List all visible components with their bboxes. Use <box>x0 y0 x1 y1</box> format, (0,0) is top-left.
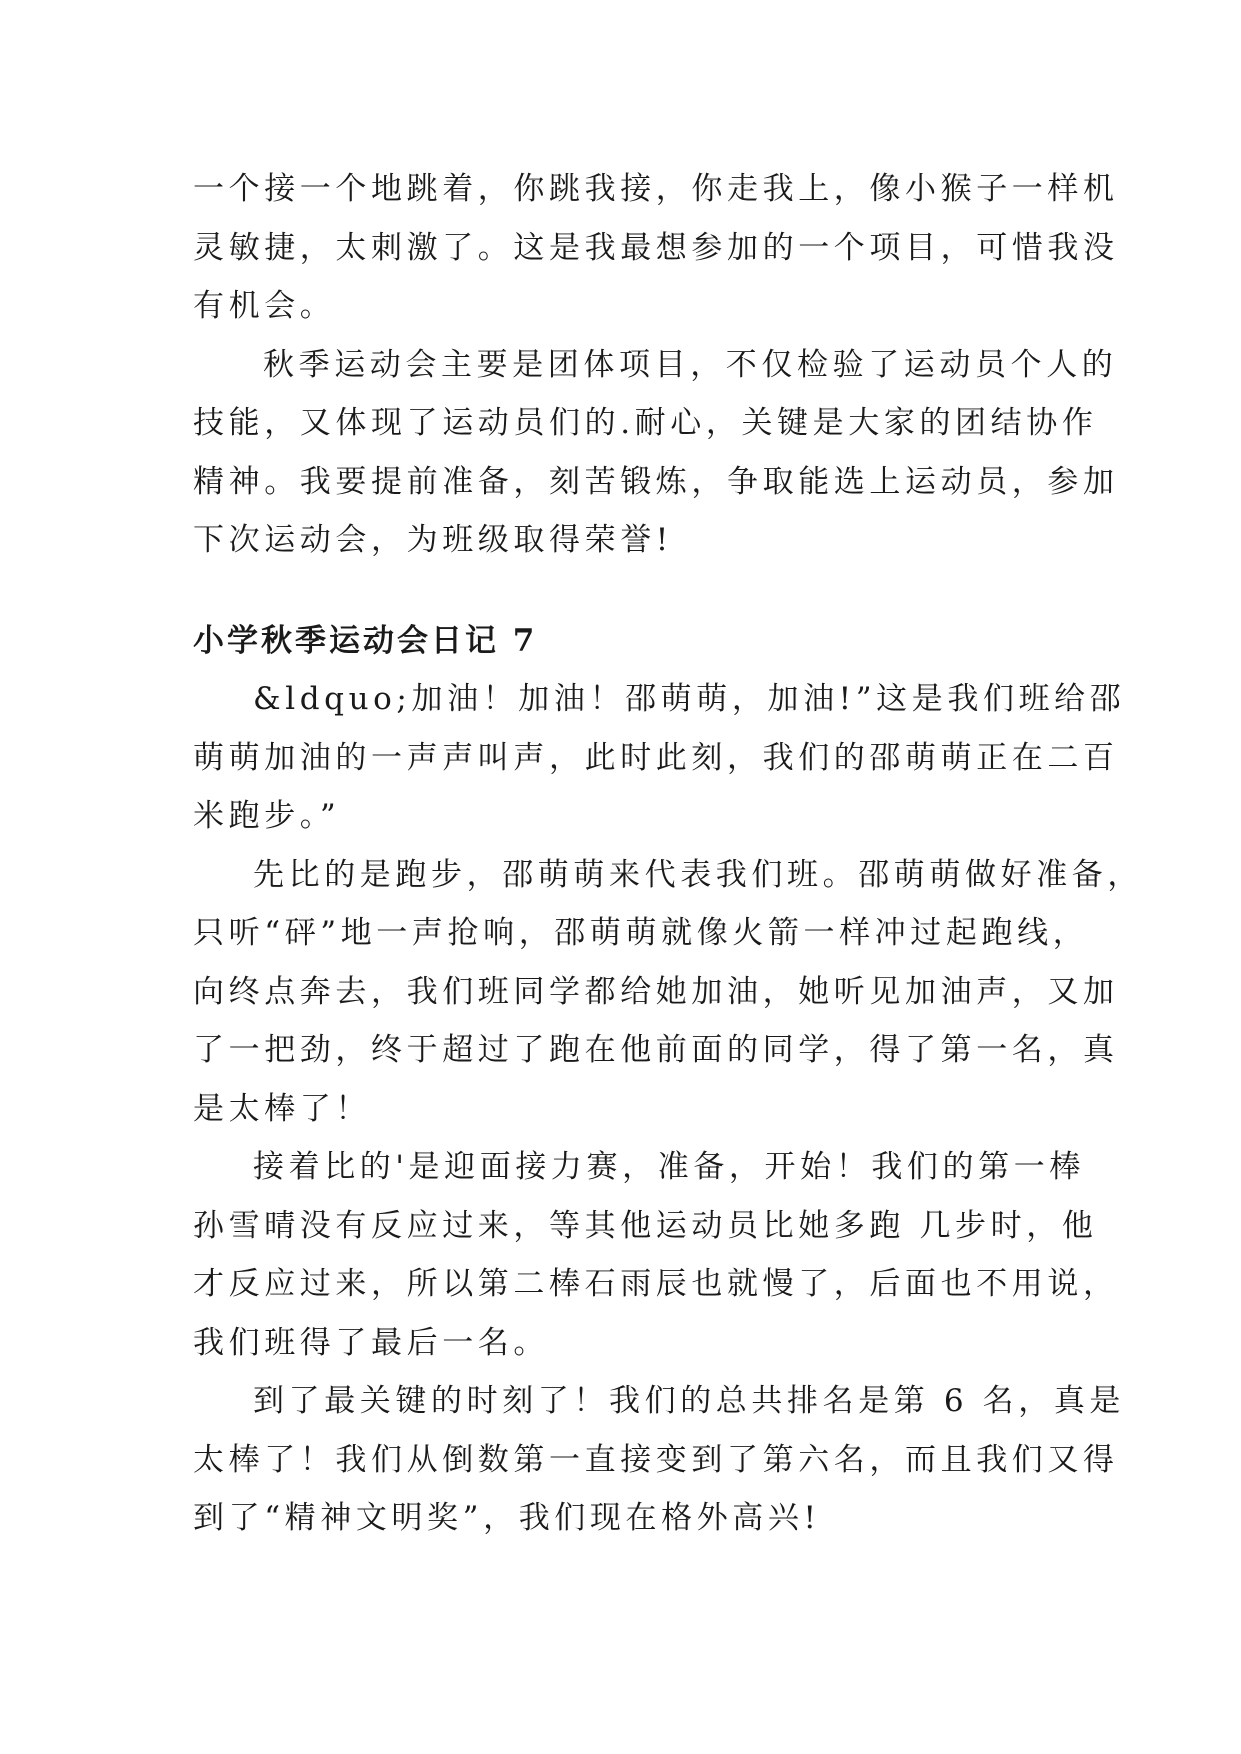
text-line: 灵敏捷，太刺激了。这是我最想参加的一个项目，可惜我没 <box>193 229 1119 266</box>
text-line: 孙雪晴没有反应过来，等其他运动员比她多跑 几步时，他 <box>193 1207 1098 1244</box>
text-line: 才反应过来，所以第二棒石雨辰也就慢了，后面也不用说， <box>193 1266 1119 1302</box>
document-body <box>193 160 1143 1548</box>
text-line: 我们班得了最后一名。 <box>193 1324 549 1361</box>
text-line: 向终点奔去，我们班同学都给她加油，她听见加油声，又加 <box>193 973 1119 1010</box>
text-line: 萌萌加油的一声声叫声，此时此刻，我们的邵萌萌正在二百 <box>193 739 1119 776</box>
text-line: 了一把劲，终于超过了跑在他前面的同学，得了第一名，真 <box>193 1032 1119 1068</box>
text-line: 太棒了！我们从倒数第一直接变到了第六名，而且我们又得 <box>193 1441 1119 1478</box>
section-gap <box>193 570 1053 612</box>
paragraph-1 <box>193 160 1119 336</box>
text-line: 先比的是跑步，邵萌萌来代表我们班。邵萌萌做好准备， <box>253 856 1143 893</box>
section-heading: 小学秋季运动会日记 7 <box>193 622 538 659</box>
text-line: 是太棒了！ <box>193 1090 371 1127</box>
text-line: 下次运动会，为班级取得荣誉! <box>193 522 673 558</box>
text-line: &ldquo;加油！加油！邵萌萌，加油!”这是我们班给邵 <box>253 681 1126 717</box>
text-line: 秋季运动会主要是团体项目，不仅检验了运动员个人的 <box>263 346 1118 383</box>
paragraph-4 <box>193 846 1143 1139</box>
paragraph-6 <box>193 1372 1126 1548</box>
text-line: 一个接一个地跳着，你跳我接，你走我上，像小猴子一样机 <box>193 171 1119 207</box>
paragraph-2 <box>193 336 1119 570</box>
paragraph-3 <box>193 670 1126 846</box>
text-line: 有机会。 <box>193 288 336 324</box>
text-line: 到了最关键的时刻了！我们的总共排名是第 6 名，真是 <box>253 1383 1126 1419</box>
text-line: 米跑步。” <box>193 798 341 834</box>
text-line: 精神。我要提前准备，刻苦锻炼，争取能选上运动员，参加 <box>193 463 1119 500</box>
text-line: 只听“砰”地一声抢响，邵萌萌就像火箭一样冲过起跑线， <box>193 915 1089 951</box>
text-line: 接着比的'是迎面接力赛，准备，开始！我们的第一棒 <box>253 1149 1085 1185</box>
paragraph-5 <box>193 1138 1119 1372</box>
text-line: 技能，又体现了运动员们的.耐心，关键是大家的团结协作 <box>193 405 1098 441</box>
text-line: 到了“精神文明奖”，我们现在格外高兴! <box>193 1500 821 1536</box>
